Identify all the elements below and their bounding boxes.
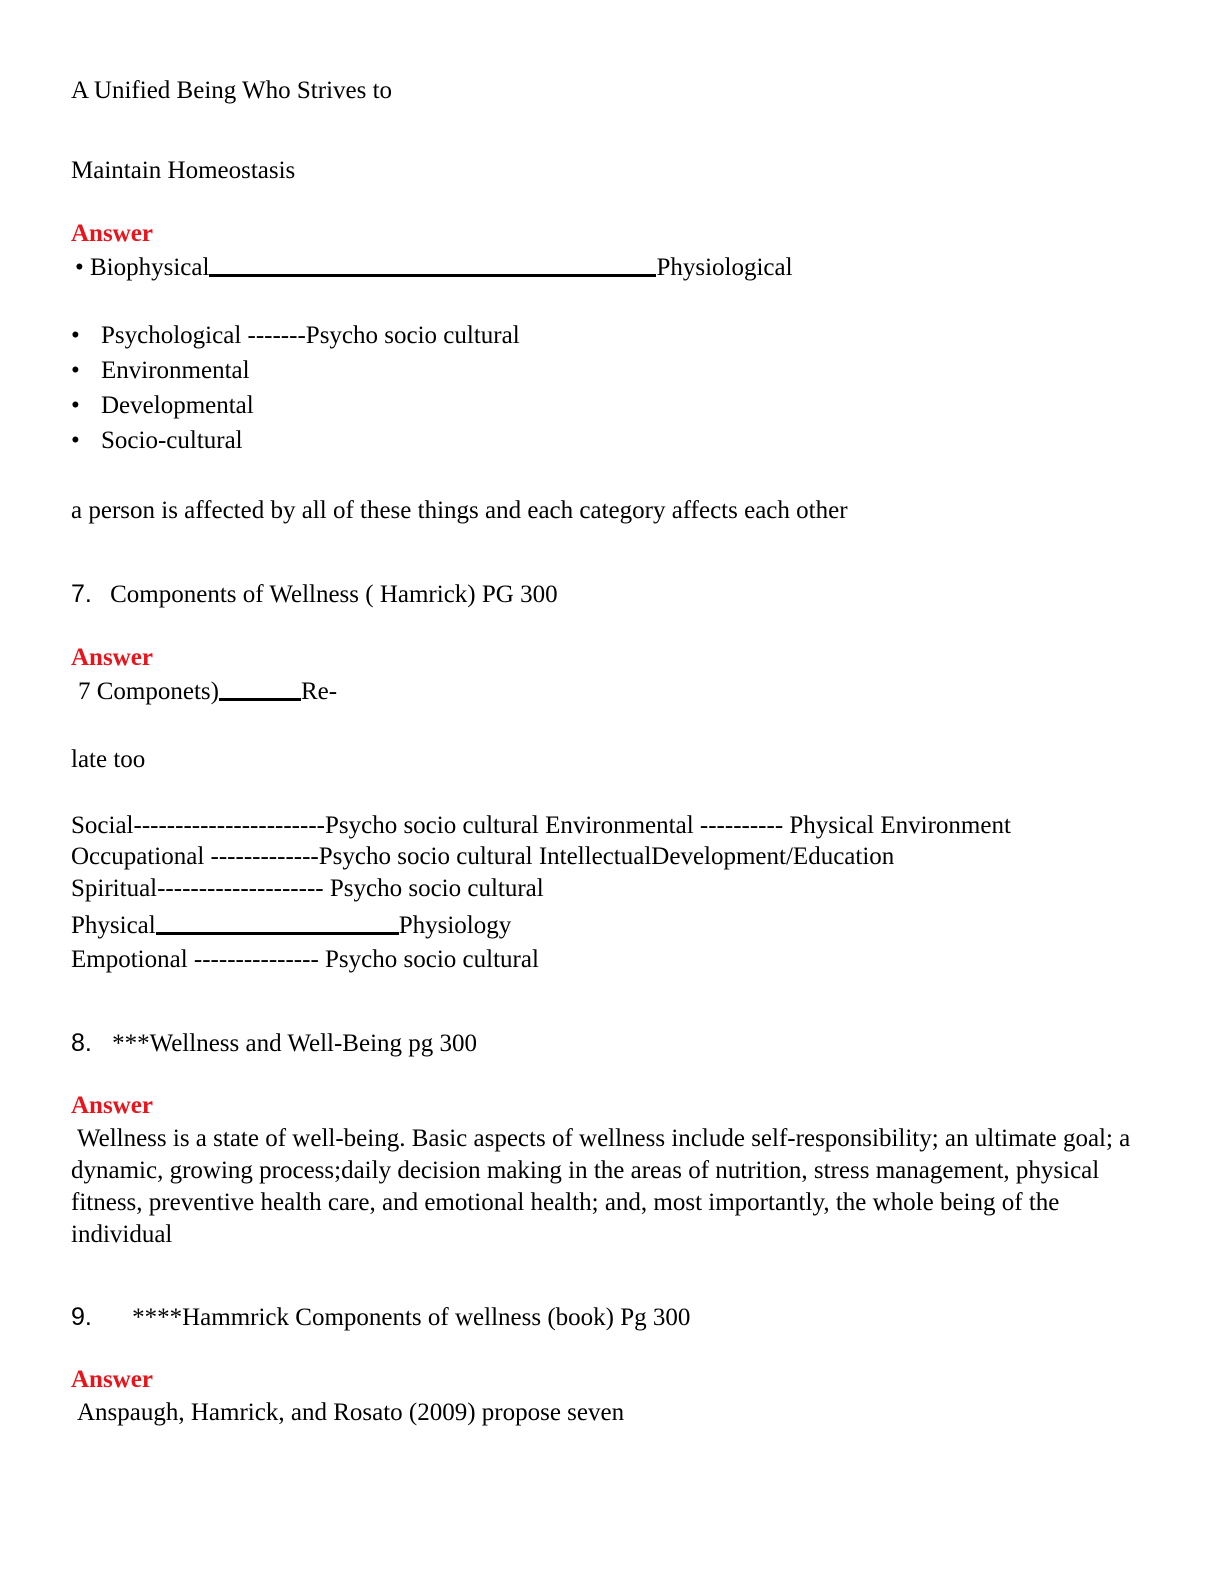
underline-rule	[219, 678, 301, 701]
anspaugh-text: Anspaugh, Hamrick, and Rosato (2009) propose seven	[77, 1399, 625, 1426]
bullet-glyph: •	[71, 357, 80, 384]
biophysical-row	[75, 252, 793, 283]
intro-line-1: A Unified Being Who Strives to	[71, 77, 393, 104]
bullet-item: Developmental	[101, 392, 254, 419]
underline-rule	[156, 912, 399, 935]
question-9-heading	[71, 1302, 690, 1333]
physiology-label: Physiology	[398, 912, 512, 939]
wellness-row-occupational: Occupational -------------Psycho socio cultural IntellectualDevelopment/Education	[71, 843, 895, 870]
answer-label-4: Answer	[71, 1366, 153, 1393]
wellness-definition: Wellness is a state of well-being. Basic aspects of wellness include self-responsibility; an ultimate goal; a dynamic, growing process;daily decision making in the areas of nutrition, stress management, physical fitness, preventive health care, and emotional health; and, most importantly, the whole being of the individual	[71, 1125, 1131, 1248]
relate-label: Re-	[300, 678, 338, 705]
bullet-item: Psychological -------Psycho socio cultural	[101, 322, 520, 349]
physiological-label: Physiological	[656, 254, 793, 281]
componets-row	[78, 676, 337, 707]
bullet-glyph: •	[71, 392, 80, 419]
physical-label: Physical	[71, 912, 156, 939]
question-7-heading	[71, 579, 558, 610]
bullet-item: Environmental	[101, 357, 250, 384]
bullet-glyph: •	[71, 427, 80, 454]
bullet-glyph: •	[71, 322, 80, 349]
late-too-text: late too	[71, 746, 146, 773]
question-title: ****Hammrick Components of wellness (book) Pg 300	[132, 1304, 691, 1331]
summary-text: a person is affected by all of these things and each category affects each other	[71, 497, 848, 524]
question-number: 8.	[71, 1029, 92, 1057]
wellness-row-social: Social-----------------------Psycho socio cultural Environmental ---------- Physical Environment	[71, 812, 1011, 839]
wellness-row-emotional: Empotional --------------- Psycho socio cultural	[71, 946, 539, 973]
question-title: Components of Wellness ( Hamrick) PG 300	[110, 581, 558, 608]
question-8-heading	[71, 1028, 477, 1059]
intro-line-2: Maintain Homeostasis	[71, 157, 296, 184]
answer-label-1: Answer	[71, 220, 153, 247]
underline-rule	[209, 254, 656, 277]
answer-label-3: Answer	[71, 1092, 153, 1119]
bullet-item: Socio-cultural	[101, 427, 243, 454]
biophysical-label: • Biophysical	[75, 254, 210, 281]
question-number: 9.	[71, 1303, 92, 1331]
answer-label-2: Answer	[71, 644, 153, 671]
componets-label: 7 Componets)	[78, 678, 219, 705]
wellness-row-physical	[71, 910, 511, 941]
question-title: ***Wellness and Well-Being pg 300	[112, 1030, 478, 1057]
wellness-row-spiritual: Spiritual-------------------- Psycho socio cultural	[71, 875, 544, 902]
question-number: 7.	[71, 580, 92, 608]
